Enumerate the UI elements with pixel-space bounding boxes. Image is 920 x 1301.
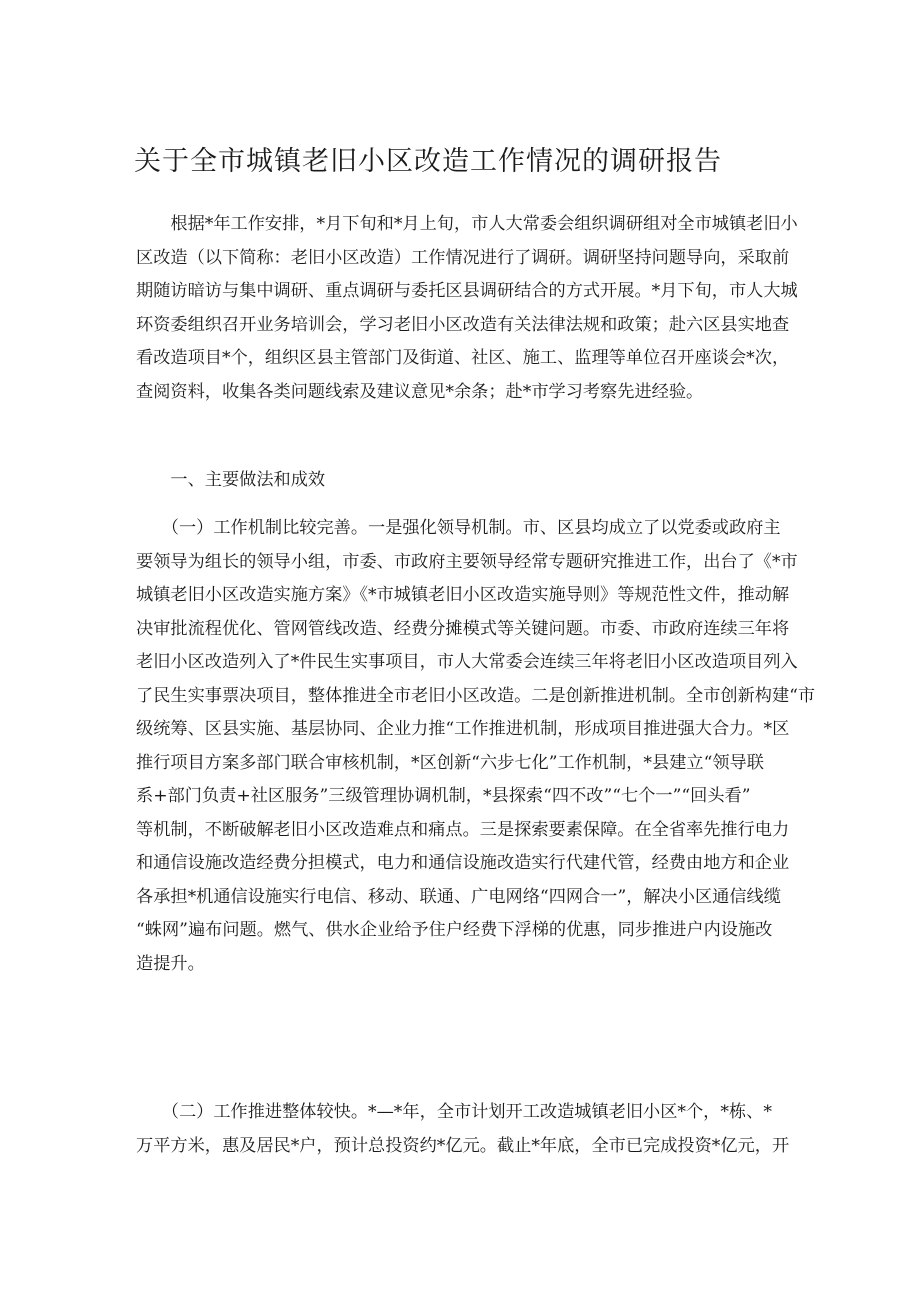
text-line: 级统筹、区县实施、基层协同、企业力推“工作推进机制，形成项目推进强大合力。*区	[136, 719, 790, 739]
section-heading	[136, 464, 786, 498]
text-line: 推行项目方案多部门联合审核机制，*区创新“六步七化”工作机制，*县建立“领导联	[136, 752, 764, 773]
text-line: 期随访暗访与集中调研、重点调研与委托区县调研结合的方式开展。*月下旬，市人大城	[136, 281, 798, 301]
text-line: 区改造（以下简称：老旧小区改造）工作情况进行了调研。调研坚持问题导向，采取前	[136, 247, 790, 268]
subsection-1-paragraph	[136, 512, 816, 981]
text-line: 万平方米，惠及居民*户，预计总投资约*亿元。截止*年底，全市已完成投资*亿元，开	[136, 1135, 790, 1156]
section-heading-text: 一、主要做法和成效	[136, 470, 326, 490]
text-line: （二）工作推进整体较快。*—*年，全市计划开工改造城镇老旧小区*个，*栋、*	[136, 1102, 772, 1122]
text-line: 根据*年工作安排，*月下旬和*月上旬，市人大常委会组织调研组对全市城镇老旧小	[136, 214, 798, 234]
text-line: 决审批流程优化、管网管线改造、经费分摊模式等关键问题。市委、市政府连续三年将	[136, 618, 790, 639]
text-line: 环资委组织召开业务培训会，学习老旧小区改造有关法律法规和政策；赴六区县实地查	[136, 314, 790, 335]
text-line: 造提升。	[136, 953, 205, 974]
text-line: 老旧小区改造列入了*件民生实事项目，市人大常委会连续三年将老旧小区改造项目列入	[136, 652, 798, 672]
text-line: 等机制，不断破解老旧小区改造难点和痛点。三是探索要素保障。在全省率先推行电力	[136, 819, 790, 840]
text-line: （一）工作机制比较完善。一是强化领导机制。市、区县均成立了以党委或政府主	[136, 518, 781, 538]
text-line: “蛛网”遍布问题。燃气、供水企业给予住户经费下浮梯的优惠，同步推进户内设施改	[136, 920, 773, 940]
text-line: 要领导为组长的领导小组，市委、市政府主要领导经常专题研究推进工作，出台了《*市	[136, 551, 798, 572]
text-line: 查阅资料，收集各类问题线索及建议意见*余条；赴*市学习考察先进经验。	[136, 381, 704, 402]
document-title: 关于全市城镇老旧小区改造工作情况的调研报告	[134, 146, 722, 177]
text-line: 城镇老旧小区改造实施方案》《*市城镇老旧小区改造实施导则》等规范性文件，推动解	[136, 585, 790, 605]
text-line: 和通信设施改造经费分担模式，电力和通信设施改造实行代建代管，经费由地方和企业	[136, 853, 790, 873]
text-line: 看改造项目*个，组织区县主管部门及街道、社区、施工、监理等单位召开座谈会*次，	[136, 348, 790, 368]
text-line: 了民生实事票决项目，整体推进全市老旧小区改造。二是创新推进机制。全市创新构建“市	[136, 685, 816, 706]
text-line: 各承担*机通信设施实行电信、移动、联通、广电网络“四网合一”，解决小区通信线缆	[136, 886, 781, 907]
intro-paragraph	[136, 208, 798, 409]
text-line: 系+部门负责+社区服务”三级管理协调机制，*县探索“四不改”“七个一”“回头看”	[136, 786, 751, 806]
subsection-2-paragraph	[136, 1096, 790, 1163]
